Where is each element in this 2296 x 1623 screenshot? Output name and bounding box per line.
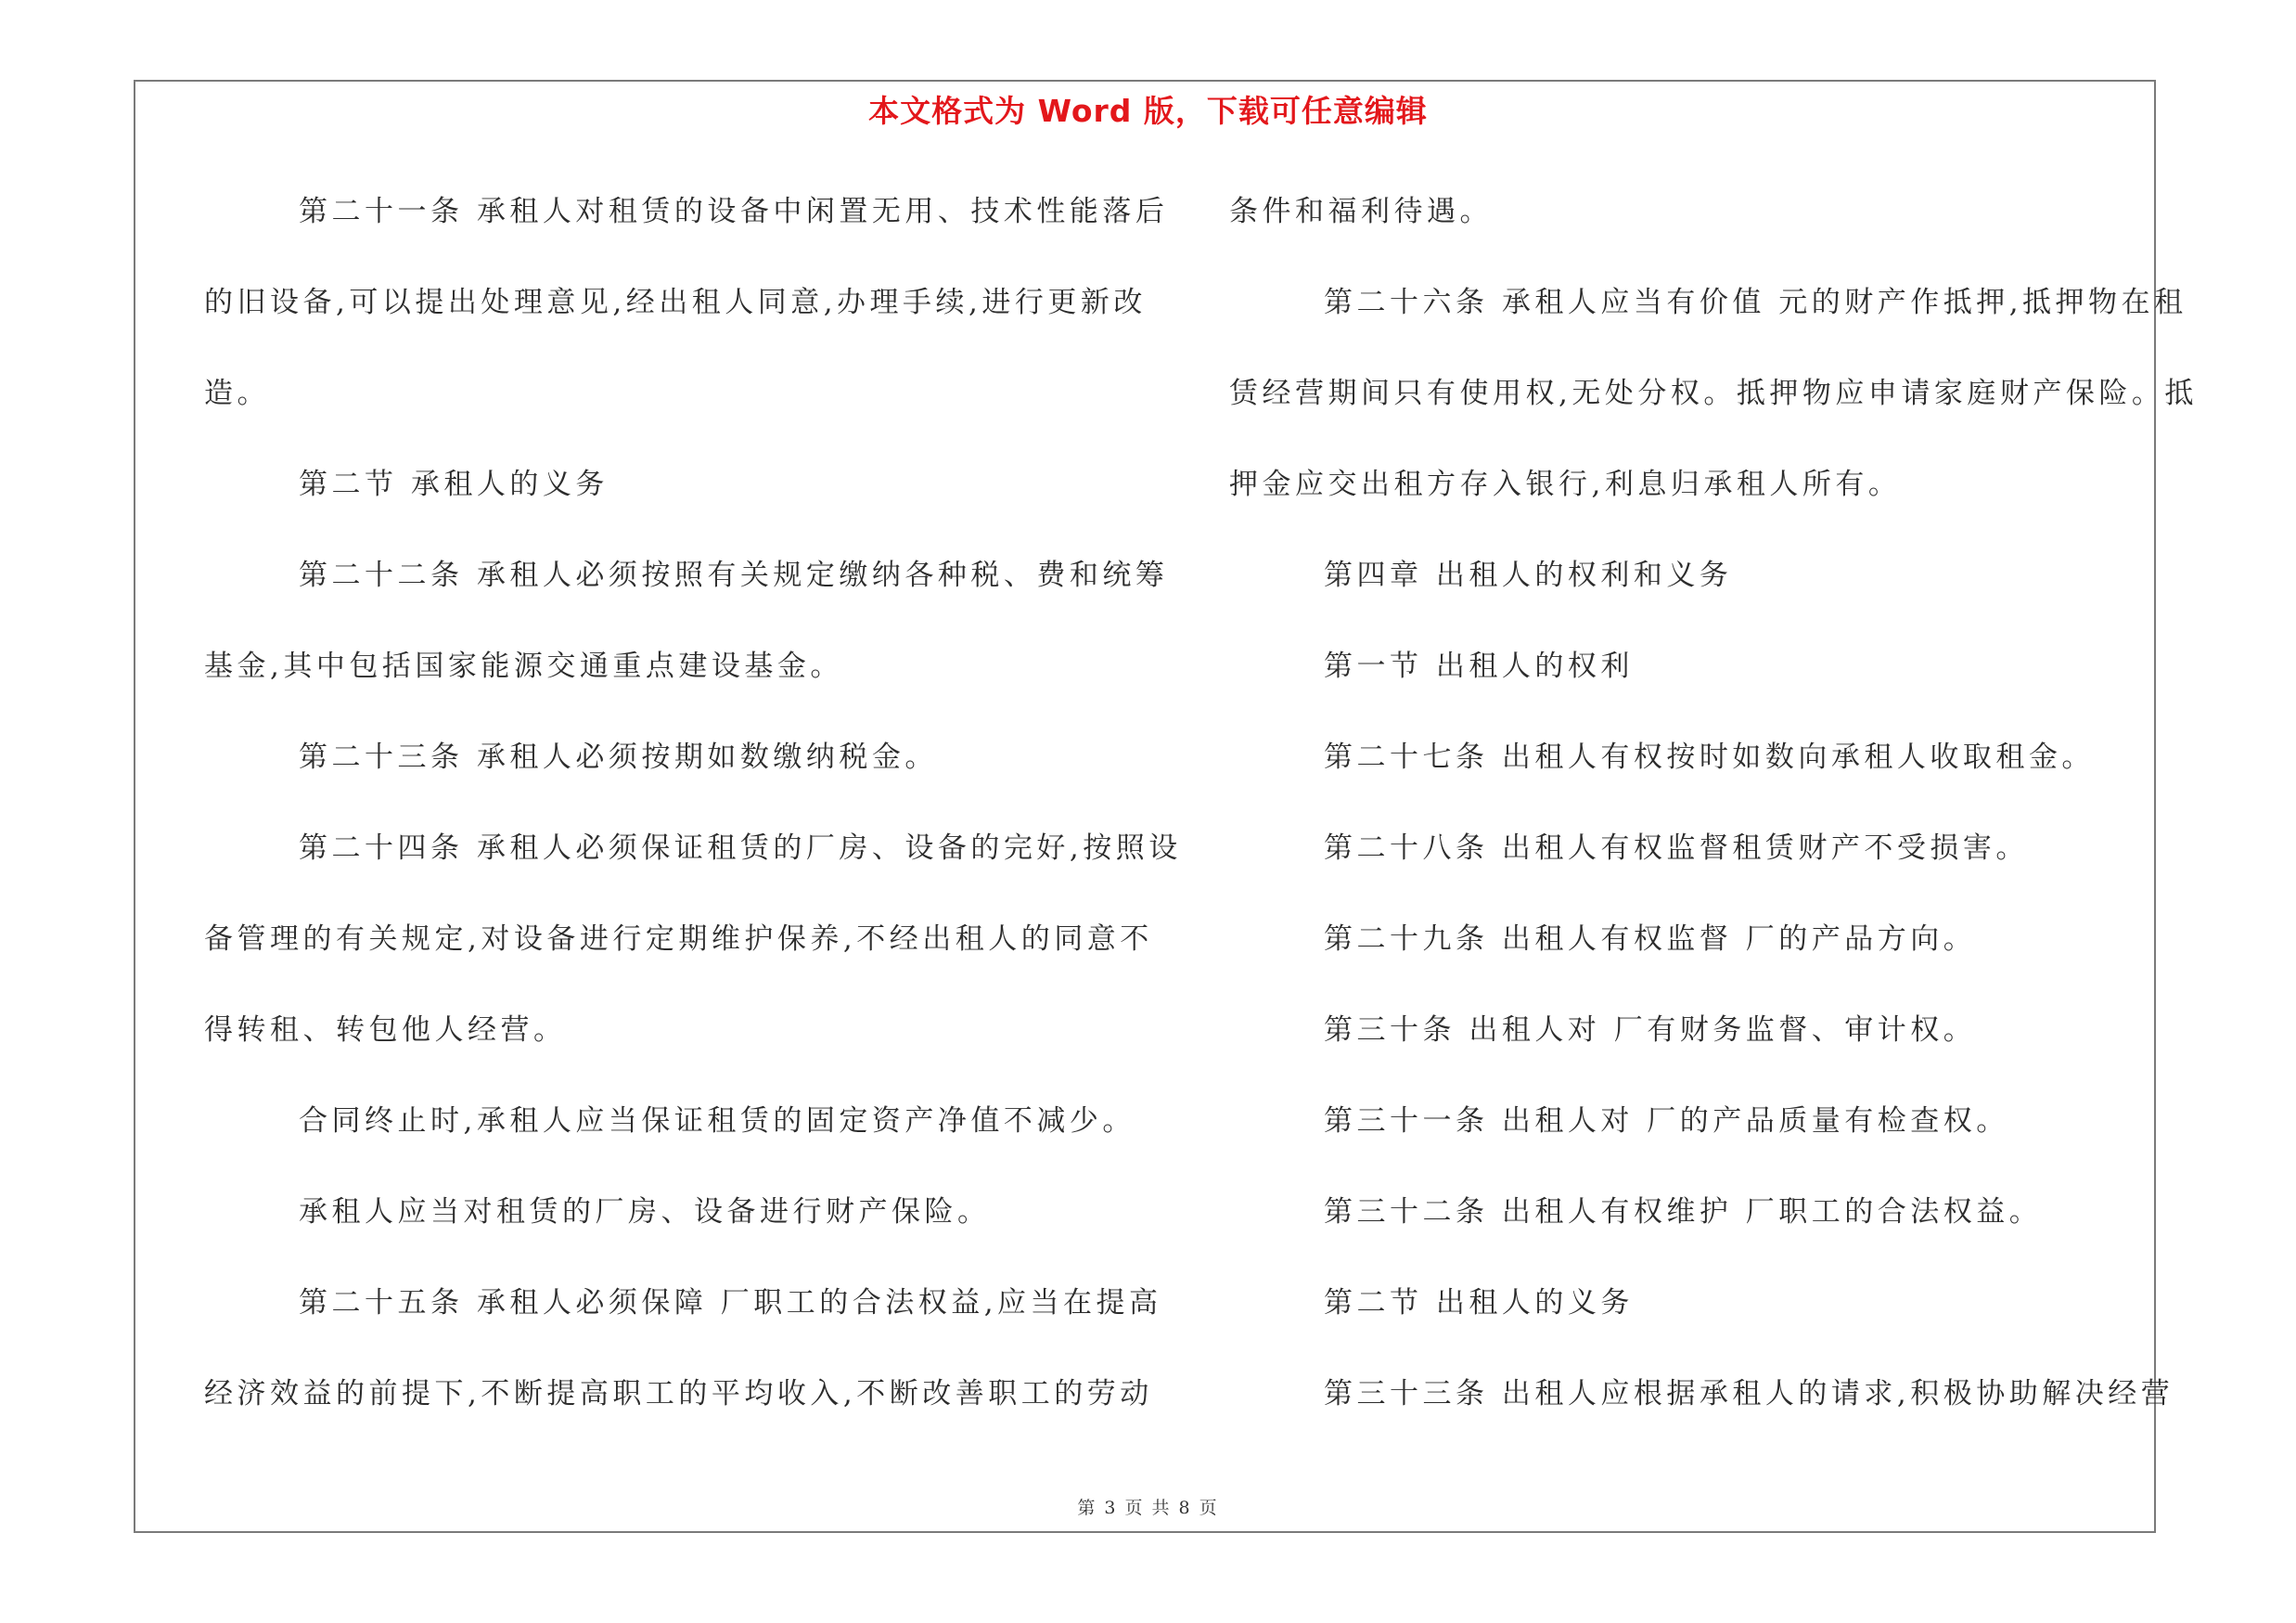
text-line: 第二十四条 承租人必须保证租赁的厂房、设备的完好,按照设 [299, 831, 1182, 865]
text-line: 第二节 承租人的义务 [299, 468, 609, 501]
format-banner: 本文格式为 Word 版，下载可任意编辑 [868, 93, 1428, 129]
text-line: 押金应交出租方存入银行,利息归承租人所有。 [1229, 468, 1902, 501]
text-line: 第二十三条 承租人必须按期如数缴纳税金。 [299, 741, 938, 774]
text-line: 经济效益的前提下,不断提高职工的平均收入,不断改善职工的劳动 [204, 1377, 1153, 1410]
text-line: 第三十一条 出租人对 厂的产品质量有检查权。 [1324, 1104, 2009, 1138]
text-line: 第二十九条 出租人有权监督 厂的产品方向。 [1324, 922, 1977, 956]
text-line: 承租人应当对租赁的厂房、设备进行财产保险。 [299, 1195, 991, 1229]
text-line: 造。 [204, 377, 270, 410]
left-text-column [204, 184, 1182, 1457]
page-number-footer: 第 3 页 共 8 页 [1077, 1498, 1219, 1518]
text-line: 第二十七条 出租人有权按时如数向承租人收取租金。 [1324, 741, 2095, 774]
text-line: 第二十六条 承租人应当有价值 元的财产作抵押,抵押物在租 [1324, 286, 2187, 319]
text-line: 条件和福利待遇。 [1229, 195, 1493, 228]
text-line: 的旧设备,可以提出处理意见,经出租人同意,办理手续,进行更新改 [204, 286, 1147, 319]
text-line: 第三十二条 出租人有权维护 厂职工的合法权益。 [1324, 1195, 2043, 1229]
right-text-column [1229, 184, 2198, 1457]
text-line: 第三十条 出租人对 厂有财务监督、审计权。 [1324, 1013, 1977, 1047]
text-line: 得转租、转包他人经营。 [204, 1013, 567, 1047]
text-line: 第四章 出租人的权利和义务 [1324, 559, 1733, 592]
text-line: 合同终止时,承租人应当保证租赁的固定资产净值不减少。 [299, 1104, 1135, 1138]
text-line: 备管理的有关规定,对设备进行定期维护保养,不经出租人的同意不 [204, 922, 1153, 956]
text-line: 第二十五条 承租人必须保障 厂职工的合法权益,应当在提高 [299, 1286, 1162, 1320]
text-line: 第一节 出租人的权利 [1324, 650, 1634, 683]
text-line: 赁经营期间只有使用权,无处分权。抵押物应申请家庭财产保险。抵 [1229, 377, 2198, 410]
text-line: 基金,其中包括国家能源交通重点建设基金。 [204, 650, 843, 683]
text-line: 第二十一条 承租人对租赁的设备中闲置无用、技术性能落后 [299, 195, 1169, 228]
text-line: 第二十二条 承租人必须按照有关规定缴纳各种税、费和统筹 [299, 559, 1169, 592]
text-line: 第二节 出租人的义务 [1324, 1286, 1634, 1320]
text-line: 第二十八条 出租人有权监督租赁财产不受损害。 [1324, 831, 2029, 865]
text-line: 第三十三条 出租人应根据承租人的请求,积极协助解决经营 [1324, 1377, 2174, 1410]
